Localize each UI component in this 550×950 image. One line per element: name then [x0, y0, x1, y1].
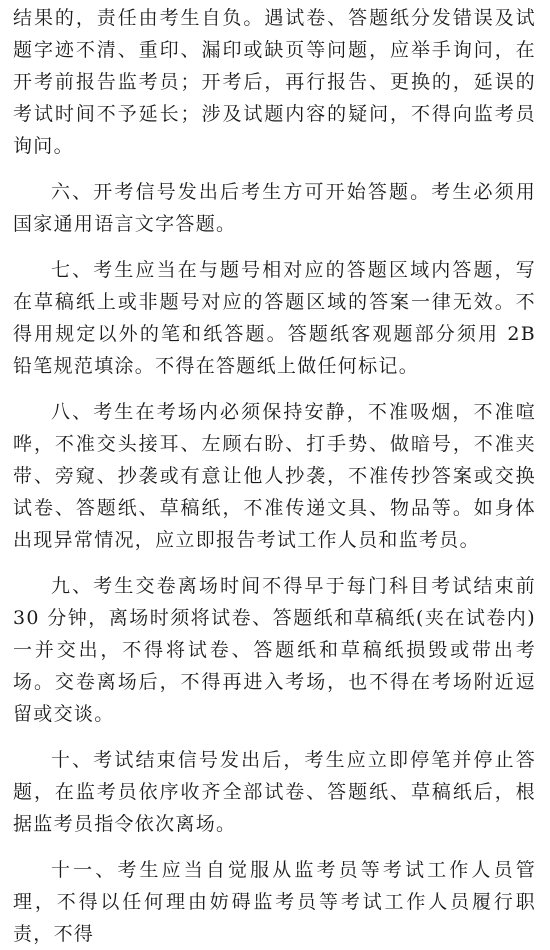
paragraph-continued: 结果的，责任由考生自负。遇试卷、答题纸分发错误及试题字迹不清、重印、漏印或缺页等问题，应举手询问，在开考前报告监考员；开考后，再行报告、更换的，延误的考试时间不予延长；涉及试题内容的疑问，不得向监考员询问。 — [13, 7, 536, 157]
paragraph-rule-6: 六、开考信号发出后考生方可开始答题。考生必须用国家通用语言文字答题。 — [13, 181, 536, 235]
paragraph-rule-7: 七、考生应当在与题号相对应的答题区域内答题，写在草稿纸上或非题号对应的答题区域的答案一律无效。不得用规定以外的笔和纸答题。答题纸客观题部分须用 2B 铅笔规范填涂。不得在答题纸上做任何标记。 — [13, 259, 536, 377]
paragraph-rule-11: 十一、考生应当自觉服从监考员等考试工作人员管理，不得以任何理由妨碍监考员等考试工作人员履行职责，不得 — [13, 859, 536, 945]
paragraph-rule-9: 九、考生交卷离场时间不得早于每门科目考试结束前 30 分钟，离场时须将试卷、答题纸和草稿纸(夹在试卷内) 一并交出，不得将试卷、答题纸和草稿纸损毁或带出考场。交卷离场后，不得再进入考场，也不得在考场附近逗留或交谈。 — [13, 575, 536, 725]
paragraph-rule-8: 八、考生在考场内必须保持安静，不准吸烟，不准喧哗，不准交头接耳、左顾右盼、打手势、做暗号，不准夹带、旁窥、抄袭或有意让他人抄袭，不准传抄答案或交换试卷、答题纸、草稿纸，不准传递文具、物品等。如身体出现异常情况，应立即报告考试工作人员和监考员。 — [13, 401, 536, 551]
paragraph-rule-10: 十、考试结束信号发出后，考生应立即停笔并停止答题，在监考员依序收齐全部试卷、答题纸、草稿纸后，根据监考员指令依次离场。 — [13, 749, 536, 835]
